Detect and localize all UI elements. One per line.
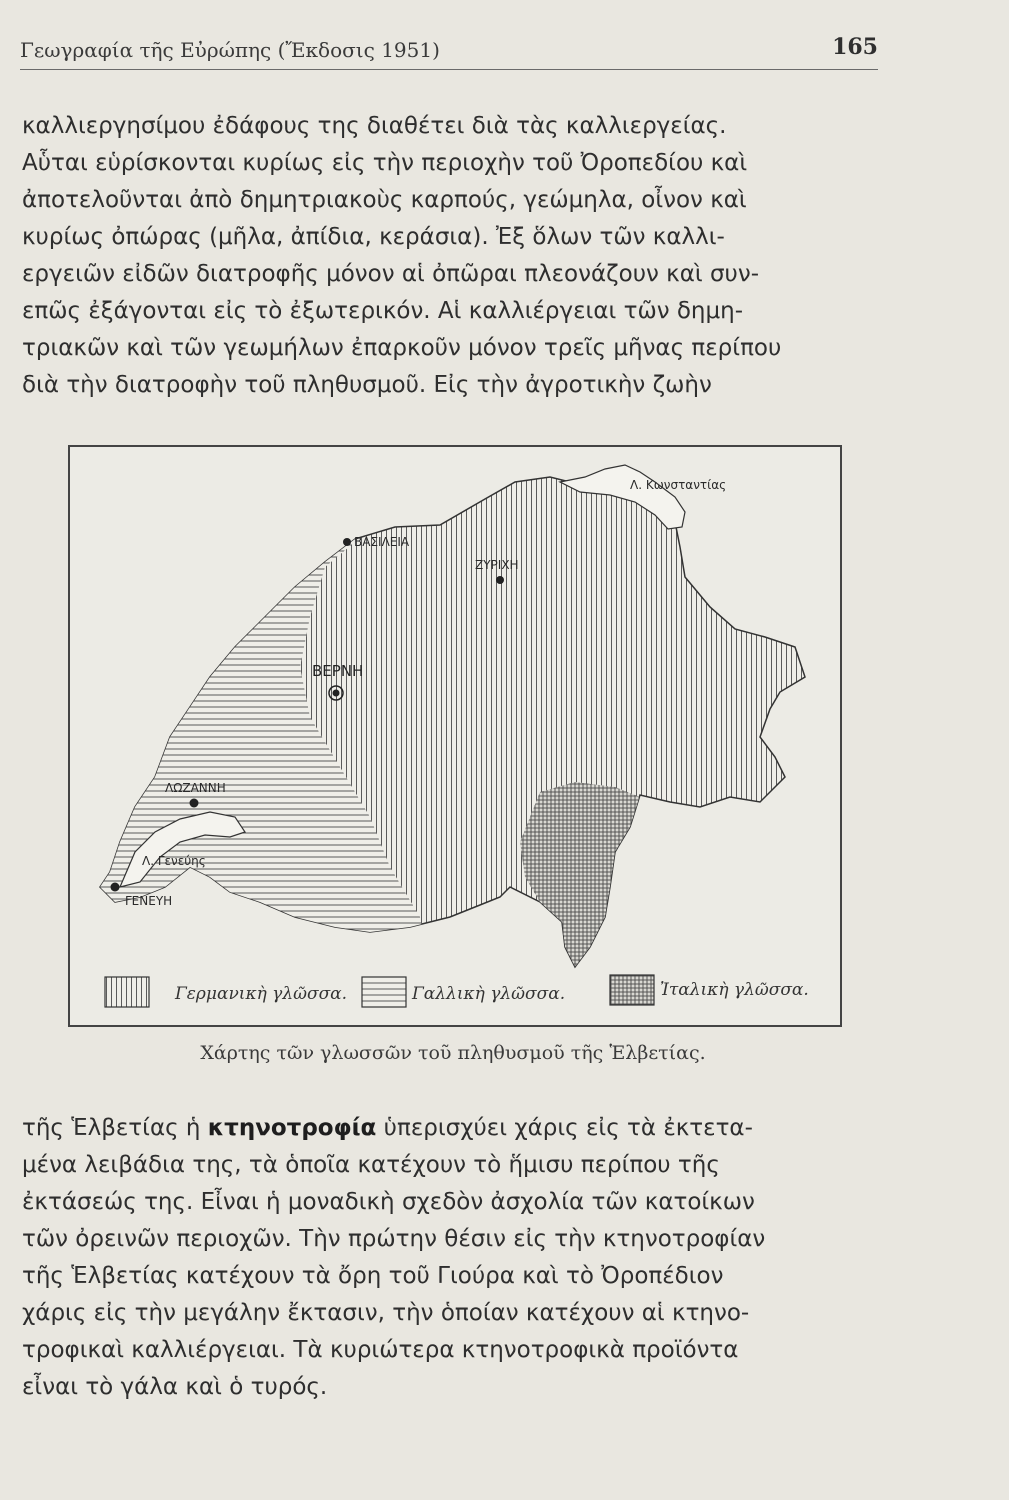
text-segment: τῆς Ἑλβετίας ἡ — [22, 1115, 208, 1141]
language-map — [68, 445, 842, 1027]
city-label-basel: ΒΑΣΙΛΕΙΑ — [354, 535, 410, 549]
legend-label-italian: Ἰταλικὴ γλῶσσα. — [660, 980, 809, 1000]
map-caption: Χάρτης τῶν γλωσσῶν τοῦ πληθυσμοῦ τῆς Ἑλβετίας. — [200, 1042, 706, 1064]
text-line — [22, 1110, 884, 1147]
italian-region — [520, 782, 640, 967]
text-line: τῶν ὀρεινῶν περιοχῶν. Τὴν πρώτην θέσιν εἰς τὴν κτηνοτροφίαν — [22, 1226, 766, 1252]
text-line: καλλιεργησίμου ἐδάφους της διαθέτει διὰ τὰς καλλιεργείας. — [22, 113, 727, 139]
legend-swatch-german — [105, 977, 149, 1007]
text-line: χάρις εἰς τὴν μεγάλην ἔκτασιν, τὴν ὁποίαν κατέχουν αἱ κτηνο- — [22, 1300, 750, 1326]
text-line: τριακῶν καὶ τῶν γεωμήλων ἐπαρκοῦν μόνον τρεῖς μῆνας περίπου — [22, 335, 782, 361]
lake-geneva-label: Λ. Γενεύης — [142, 854, 206, 868]
text-line: ἐκτάσεώς της. Εἶναι ἡ μοναδικὴ σχεδὸν ἀσχολία τῶν κατοίκων — [22, 1189, 755, 1215]
city-dot-bern — [333, 690, 340, 697]
text-line: εἶναι τὸ γάλα καὶ ὁ τυρός. — [22, 1374, 328, 1400]
legend-swatch-italian — [610, 975, 654, 1005]
lake-constance-label: Λ. Κωνσταντίας — [630, 478, 727, 492]
text-line: διὰ τὴν διατροφὴν τοῦ πληθυσμοῦ. Εἰς τὴν ἀγροτικὴν ζωὴν — [22, 372, 712, 398]
text-line: μένα λειβάδια της, τὰ ὁποῖα κατέχουν τὸ ἥμισυ περίπου τῆς — [22, 1152, 720, 1178]
text-line: επῶς ἐξάγονται εἰς τὸ ἐξωτερικόν. Αἱ καλλιέργειαι τῶν δημη- — [22, 298, 744, 324]
text-line: εργειῶν εἰδῶν διατροφῆς μόνον αἱ ὀπῶραι πλεονάζουν καὶ συν- — [22, 261, 760, 287]
running-title: Γεωγραφία τῆς Εὐρώπης (Ἔκδοσις 1951) — [20, 38, 440, 62]
text-line: τροφικαὶ καλλιέργειαι. Τὰ κυριώτερα κτηνοτροφικὰ προϊόντα — [22, 1337, 739, 1363]
bold-term: κτηνοτροφία — [207, 1115, 377, 1141]
page-number: 165 — [832, 34, 878, 60]
city-label-geneva: ΓΕΝΕΥΗ — [125, 894, 173, 908]
city-label-zurich: ΖΥΡΙΧΗ — [475, 558, 519, 572]
legend-swatch-french — [362, 977, 406, 1007]
city-dot-lausanne — [190, 799, 199, 808]
header-rule — [20, 69, 878, 70]
city-label-lausanne: ΛΩΖΑΝΝΗ — [165, 781, 226, 795]
city-label-bern: ΒΕΡΝΗ — [312, 662, 364, 680]
city-dot-zurich — [496, 576, 504, 584]
text-segment: ὑπερισχύει χάρις εἰς τὰ ἐκτετα- — [376, 1115, 753, 1141]
text-line: Αὗται εὑρίσκονται κυρίως εἰς τὴν περιοχὴν τοῦ Ὀροπεδίου καὶ — [22, 150, 748, 176]
paragraph-bottom — [22, 1110, 884, 1406]
city-dot-geneva — [111, 883, 120, 892]
legend-label-french: Γαλλικὴ γλῶσσα. — [412, 984, 566, 1004]
text-line: ἀποτελοῦνται ἀπὸ δημητριακοὺς καρπούς, γεώμηλα, οἶνον καὶ — [22, 187, 747, 213]
map-svg — [70, 447, 840, 1025]
text-line: κυρίως ὀπώρας (μῆλα, ἀπίδια, κεράσια). Ἐξ ὅλων τῶν καλλι- — [22, 224, 725, 250]
legend-label-german: Γερμανικὴ γλῶσσα. — [175, 984, 348, 1004]
text-line: τῆς Ἑλβετίας κατέχουν τὰ ὄρη τοῦ Γιούρα καὶ τὸ Ὀροπέδιον — [22, 1263, 724, 1289]
paragraph-top — [22, 108, 884, 404]
page-header — [20, 30, 878, 70]
city-dot-basel — [343, 538, 351, 546]
